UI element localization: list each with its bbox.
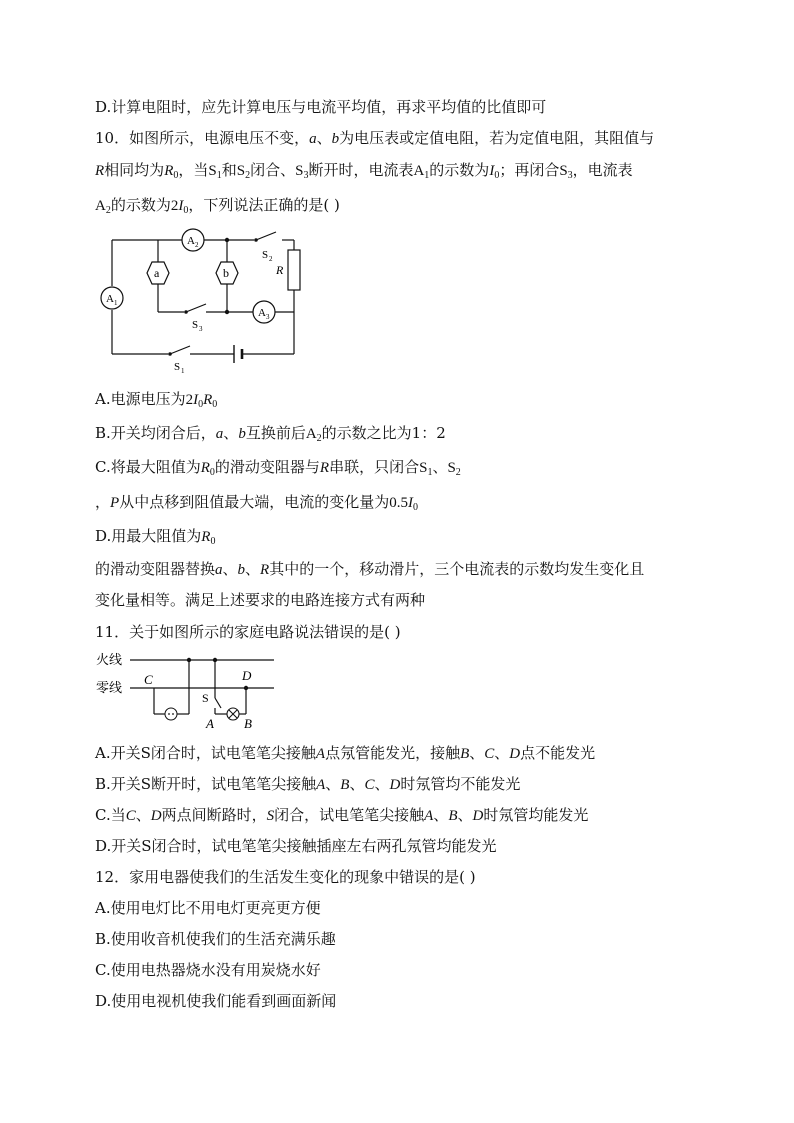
sym-A1: A bbox=[413, 163, 425, 179]
sym-S3b: S bbox=[559, 163, 568, 179]
q11-opt-a-1: A.开关S闭合时，试电笔笔尖接触 bbox=[95, 744, 316, 762]
svg-text:S: S bbox=[262, 249, 269, 261]
q11-c-D2: D bbox=[472, 808, 484, 824]
sym-2I0-sub: 0 bbox=[183, 205, 189, 216]
live-wire-label: 火线 bbox=[96, 652, 123, 667]
q11-a-D: D bbox=[509, 746, 521, 762]
sym-A2-sub: 2 bbox=[105, 205, 111, 216]
svg-text:1: 1 bbox=[181, 367, 185, 374]
sym-a-R: R bbox=[203, 392, 213, 408]
q11-opt-b-1: B.开关S断开时，试电笔笔尖接触 bbox=[95, 775, 317, 793]
svg-text:b: b bbox=[223, 266, 229, 280]
q10-option-a bbox=[95, 389, 217, 415]
svg-text:1: 1 bbox=[114, 299, 118, 307]
sym-d-dun1: 、 bbox=[222, 560, 238, 578]
sym-S2: S bbox=[236, 163, 246, 179]
sym-d-R: R bbox=[260, 562, 270, 578]
q11-opt-b-3: 、 bbox=[349, 775, 365, 793]
battery-icon bbox=[234, 345, 242, 363]
q10-text-2e: 的示数为 bbox=[429, 161, 490, 179]
lamp-icon bbox=[227, 708, 239, 720]
sym-c-I-sub: 0 bbox=[412, 502, 418, 513]
ammeter-a2-icon bbox=[182, 229, 204, 251]
q11-b-C: C bbox=[364, 777, 375, 793]
q11-opt-c-3: 两点间断路时， bbox=[161, 806, 267, 824]
hexagon-a-icon bbox=[147, 262, 169, 284]
switch-s-icon bbox=[202, 691, 221, 708]
sym-a-I: I bbox=[193, 392, 199, 408]
sym-2I0-I: I bbox=[178, 198, 184, 214]
q11-opt-a-2: 点氖管能发光，接触 bbox=[325, 744, 461, 762]
q11-b-A: A bbox=[316, 777, 326, 793]
q10-text-2f: ；再闭合 bbox=[499, 161, 560, 179]
q11-option-d: D.开关S闭合时，试电笔笔尖接触插座左右两孔氖管均能发光 bbox=[95, 837, 497, 855]
q11-c-B: B bbox=[448, 808, 458, 824]
sym-a-2: 2 bbox=[185, 392, 194, 408]
q10-opt-d-text-2: 的滑动变阻器替换 bbox=[95, 560, 216, 578]
svg-text:a: a bbox=[154, 266, 160, 280]
q10-text-2d: 断开时，电流表 bbox=[308, 161, 414, 179]
q11-opt-c-5: 、 bbox=[433, 806, 449, 824]
sym-d-R0: R bbox=[201, 529, 211, 545]
sym-c-half: 0.5 bbox=[389, 495, 408, 511]
point-b-label: B bbox=[244, 716, 252, 731]
sym-d-R0-sub: 0 bbox=[210, 536, 216, 547]
svg-text:2: 2 bbox=[195, 241, 199, 249]
q10-line-3 bbox=[95, 195, 340, 221]
sym-c-dun: 、 bbox=[432, 458, 448, 476]
prev-option-d: D.计算电阻时，应先计算电压与电流平均值，再求平均值的比值即可 bbox=[95, 98, 547, 116]
q11-a-B: B bbox=[460, 746, 470, 762]
sym-d-dun2: 、 bbox=[245, 560, 261, 578]
q10-option-d-line-2 bbox=[95, 559, 644, 580]
sym-b-b: b bbox=[238, 426, 246, 442]
q11-c-A: A bbox=[424, 808, 434, 824]
q10-opt-b-text-2: 互换前后 bbox=[245, 424, 306, 442]
point-c-label: C bbox=[144, 672, 153, 687]
q11-b-D: D bbox=[389, 777, 401, 793]
q11-opt-c-2: 、 bbox=[135, 806, 151, 824]
q10-opt-c-text-5: 从中点移到阻值最大端，电流的变化量为 bbox=[119, 493, 390, 511]
q11-opt-a-5: 点不能发光 bbox=[520, 744, 596, 762]
sym-c-S2: S bbox=[447, 460, 456, 476]
q11-c-S: S bbox=[266, 808, 275, 824]
sym-a-I-sub: 0 bbox=[198, 399, 204, 410]
q10-text-1a: 如图所示，电源电压不变， bbox=[129, 129, 310, 147]
q11-opt-c-7: 时氖管均能发光 bbox=[483, 806, 589, 824]
hexagon-b-icon bbox=[216, 262, 238, 284]
q10-opt-d-text-3: 其中的一个，移动滑片，三个电流表的示数均发生变化且 bbox=[269, 560, 645, 578]
resistor-r-icon bbox=[275, 250, 300, 290]
q12-option-d: D.使用电视机使我们能看到画面新闻 bbox=[95, 992, 337, 1010]
sym-d-a: a bbox=[215, 562, 223, 578]
q10-text-3b: ，下列说法正确的是( ) bbox=[188, 196, 340, 214]
q11-option-c bbox=[95, 805, 588, 826]
sym-c-R0-sub: 0 bbox=[209, 467, 215, 478]
sym-d-b: b bbox=[237, 562, 246, 578]
q10-line-1 bbox=[95, 128, 654, 149]
sym-I0-sub: 0 bbox=[494, 170, 500, 181]
sym-b: b bbox=[331, 131, 340, 147]
sym-c-S1-sub: 1 bbox=[427, 467, 433, 478]
neutral-wire-label: 零线 bbox=[96, 680, 123, 695]
sym-S1-sub: 1 bbox=[216, 170, 222, 181]
sym-c-R0: R bbox=[200, 460, 210, 476]
q11-a-C: C bbox=[484, 746, 495, 762]
sym-c-P: P bbox=[110, 495, 120, 511]
svg-text:A: A bbox=[106, 293, 114, 305]
socket-icon bbox=[165, 708, 177, 720]
q10-opt-a-text: A.电源电压为 bbox=[95, 390, 186, 408]
q10-opt-d-text-1: D.用最大阻值为 bbox=[95, 527, 202, 545]
q10-text-3a: 的示数为 bbox=[110, 196, 171, 214]
q11-c-D: D bbox=[150, 808, 162, 824]
sym-R: R bbox=[95, 163, 105, 179]
q10-number: 10． bbox=[95, 129, 130, 147]
switch-s2-icon bbox=[254, 232, 276, 263]
q10-option-d-line-3: 变化量相等。满足上述要求的电路连接方式有两种 bbox=[95, 591, 426, 609]
ammeter-a1-icon bbox=[101, 287, 123, 309]
sym-S3: S bbox=[295, 163, 304, 179]
sym-c-I: I bbox=[407, 495, 413, 511]
sym-S3b-sub: 3 bbox=[567, 170, 573, 181]
sym-c-S2-sub: 2 bbox=[455, 467, 461, 478]
sym-and: 和 bbox=[221, 161, 237, 179]
svg-text:2: 2 bbox=[269, 255, 273, 263]
q10-opt-c-text-3: 串联，只闭合 bbox=[329, 458, 420, 476]
q10-text-2g: ，电流表 bbox=[572, 161, 633, 179]
svg-text:R: R bbox=[276, 263, 284, 277]
sym-c-S1: S bbox=[419, 460, 428, 476]
q12-stem: 12．家用电器使我们的生活发生变化的现象中错误的是( ) bbox=[95, 868, 476, 886]
sym-S3-sub: 3 bbox=[303, 170, 309, 181]
sym-2I0-coef: 2 bbox=[170, 198, 179, 214]
q11-a-A: A bbox=[315, 746, 326, 762]
svg-text:A: A bbox=[258, 307, 266, 319]
q11-c-C: C bbox=[125, 808, 136, 824]
q10-opt-c-text-4: ， bbox=[95, 493, 111, 511]
q12-option-b: B.使用收音机使我们的生活充满乐趣 bbox=[95, 930, 336, 948]
svg-text:3: 3 bbox=[266, 313, 270, 321]
sym-b-dun: 、 bbox=[223, 424, 239, 442]
sym-R0: R bbox=[164, 163, 174, 179]
q10-option-c-line-1 bbox=[95, 457, 461, 483]
q11-stem: 11．关于如图所示的家庭电路说法错误的是( ) bbox=[95, 623, 401, 641]
sym-b-A: A bbox=[305, 426, 317, 442]
q11-opt-c-1: C.当 bbox=[95, 806, 126, 824]
q11-opt-c-4: 闭合，试电笔笔尖接触 bbox=[274, 806, 425, 824]
q11-circuit-diagram bbox=[94, 648, 284, 734]
sym-b-A-sub: 2 bbox=[316, 433, 322, 444]
sym-a: a bbox=[309, 131, 317, 147]
sym-S1: S bbox=[208, 163, 217, 179]
q10-opt-c-text-1: C.将最大阻值为 bbox=[95, 458, 201, 476]
q11-opt-c-6: 、 bbox=[457, 806, 473, 824]
svg-text:S: S bbox=[192, 319, 199, 331]
q11-opt-b-5: 时氖管均不能发光 bbox=[400, 775, 521, 793]
sym-a-R-sub: 0 bbox=[212, 399, 218, 410]
point-d-label: D bbox=[242, 668, 252, 683]
q10-text-1b: 为电压表或定值电阻，若为定值电阻，其阻值与 bbox=[339, 129, 655, 147]
svg-text:A: A bbox=[187, 235, 195, 247]
q12-option-c: C.使用电热器烧水没有用炭烧水好 bbox=[95, 961, 321, 979]
sym-dun: 、 bbox=[316, 129, 332, 147]
q10-opt-b-text-1: B.开关均闭合后， bbox=[95, 424, 216, 442]
sym-R0-sub: 0 bbox=[173, 170, 179, 181]
q10-text-2b: ，当 bbox=[178, 161, 209, 179]
switch-s1-icon bbox=[168, 346, 190, 374]
q10-circuit-diagram bbox=[98, 228, 308, 374]
q11-b-B: B bbox=[340, 777, 350, 793]
q10-option-c-line-2 bbox=[95, 492, 418, 518]
svg-text:S: S bbox=[202, 691, 209, 705]
q11-option-a bbox=[95, 743, 595, 764]
q10-opt-b-text-3: 的示数之比为1：2 bbox=[321, 424, 446, 442]
point-a-label: A bbox=[206, 716, 214, 731]
q10-option-b bbox=[95, 423, 446, 449]
q11-opt-a-4: 、 bbox=[494, 744, 510, 762]
svg-text:S: S bbox=[174, 361, 181, 373]
q10-option-d-line-1 bbox=[95, 526, 215, 552]
q11-opt-b-4: 、 bbox=[374, 775, 390, 793]
q12-option-a: A.使用电灯比不用电灯更亮更方便 bbox=[95, 899, 321, 917]
sym-I0: I bbox=[489, 163, 495, 179]
sym-b-a: a bbox=[215, 426, 224, 442]
q11-option-b bbox=[95, 774, 520, 795]
sym-A2: A bbox=[95, 198, 106, 214]
q11-opt-a-3: 、 bbox=[469, 744, 485, 762]
switch-s3-icon bbox=[184, 304, 206, 333]
sym-c-R: R bbox=[319, 460, 330, 476]
ammeter-a3-icon bbox=[253, 301, 275, 323]
svg-text:3: 3 bbox=[199, 325, 203, 333]
q10-text-2a: 相同均为 bbox=[104, 161, 165, 179]
q10-line-2 bbox=[95, 160, 633, 186]
q11-opt-b-2: 、 bbox=[325, 775, 341, 793]
sym-A1-sub: 1 bbox=[424, 170, 430, 181]
q10-text-2c: 闭合、 bbox=[250, 161, 296, 179]
sym-S2-sub: 2 bbox=[245, 170, 251, 181]
q10-opt-c-text-2: 的滑动变阻器与 bbox=[214, 458, 320, 476]
